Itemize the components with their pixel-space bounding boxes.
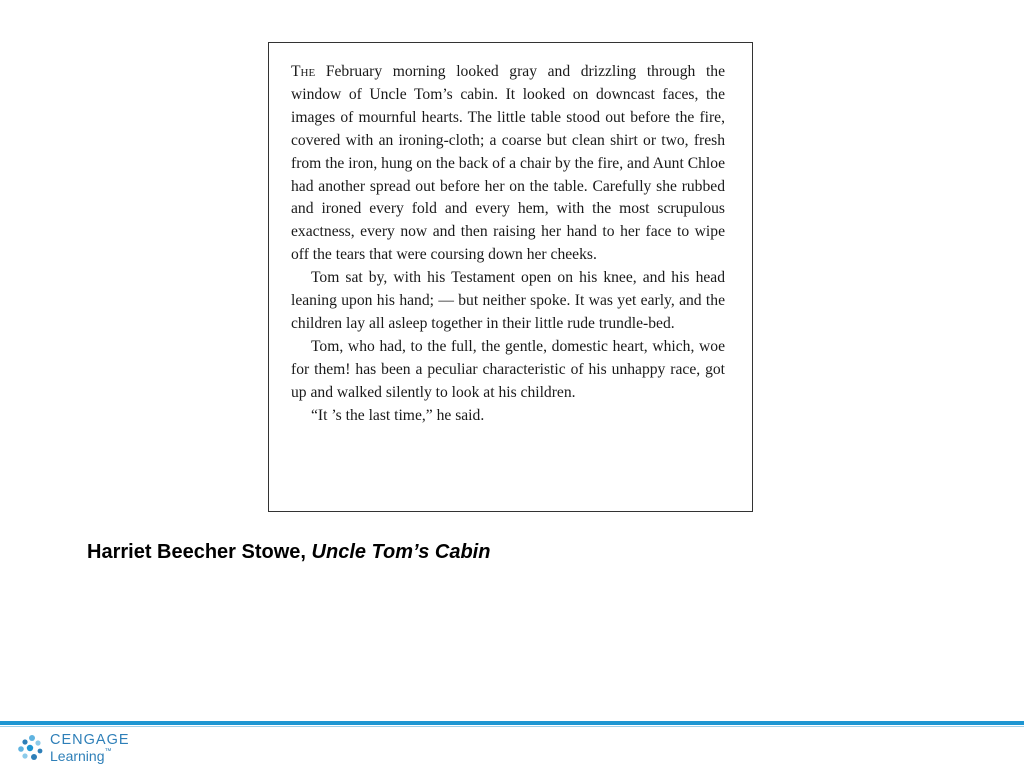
excerpt-paragraph-1-text: February morning looked gray and drizzling through the window of Uncle Tom’s cabin. It looked on downcast faces, the images of mournful hearts. The little table stood out before the fire, covered with an ironing-cloth; a coarse but clean shirt or two, fresh from the iron, hung on the back of a chair by the fire, and Aunt Chloe had another spread out before her on the table. Carefully she rubbed and ironed every fold and every hem, with the most scrupulous exactness, every now and then raising her hand to her face to wipe off the tears that were coursing down her cheeks. — [291, 63, 725, 264]
cengage-learning-logo — [16, 731, 136, 765]
excerpt-image-frame — [268, 42, 753, 512]
excerpt-paragraph-2: Tom sat by, with his Testament open on his knee, and his head leaning upon his hand; — but neither spoke. It was yet early, and the children lay all asleep together in their little rude trundle-bed. — [291, 269, 725, 332]
logo-wordmark-cengage: CENGAGE — [50, 732, 130, 748]
logo-wordmark-learning-text: Learning — [50, 748, 105, 764]
logo-wordmark-learning — [50, 748, 112, 764]
slide-caption — [87, 541, 490, 564]
caption-book-title: Uncle Tom’s Cabin — [311, 541, 491, 563]
excerpt-lead-word: The — [291, 63, 316, 80]
excerpt-paragraph-4: “It ’s the last time,” he said. — [311, 406, 485, 424]
logo-trademark: ™ — [104, 748, 112, 755]
excerpt-paragraph-1 — [291, 61, 725, 267]
caption-author: Harriet Beecher Stowe, — [87, 541, 312, 563]
footer-accent-rule-thin — [0, 726, 1024, 727]
excerpt-text — [291, 61, 725, 428]
cengage-dots-icon — [16, 733, 46, 763]
footer-accent-rule — [0, 721, 1024, 725]
excerpt-paragraph-3: Tom, who had, to the full, the gentle, domestic heart, which, woe for them! has been a peculiar characteristic of his unhappy race, got up and walked silently to look at his children. — [291, 337, 725, 401]
